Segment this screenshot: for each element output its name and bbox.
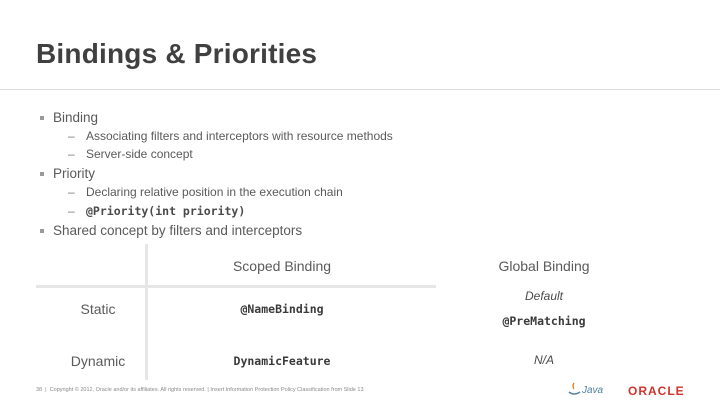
dash-marker: – [68,147,75,161]
cell-static-scoped: @NameBinding [240,302,324,316]
bullet-binding [40,110,98,125]
java-logo-icon [565,380,605,398]
bullet-marker [40,116,44,120]
sub-bullet-binding-1 [68,129,393,143]
page-number: 38 [36,387,43,393]
row-label-dynamic: Dynamic [70,353,126,369]
sub-bullet-priority-2 [68,204,245,218]
footer-text: Copyright © 2012, Oracle and/or its affiliates. All rights reserved. | Insert Information Protection Policy Classification from Slide 13 [49,387,364,393]
bullet-label: Priority [53,166,96,181]
cell-static-global-prematching: @PreMatching [502,314,586,328]
cell-dynamic-global: N/A [533,353,554,367]
row-label-static: Static [80,301,116,317]
header-scoped-binding: Scoped Binding [232,258,332,274]
sub-bullet-code: @Priority(int priority) [86,204,246,218]
cell-static-global-default: Default [524,289,564,303]
dash-marker: – [68,129,75,143]
bullet-shared [40,223,302,238]
bullet-marker [40,229,44,233]
sub-bullet-text: Server-side concept [86,147,193,161]
sub-bullet-priority-1 [68,185,343,199]
table-horizontal-divider [36,285,436,288]
sub-bullet-text: Associating filters and interceptors with resource methods [86,129,393,143]
bullet-label: Binding [53,110,99,125]
dash-marker: – [68,204,75,218]
bullet-label: Shared concept by filters and interceptors [53,223,303,238]
cell-dynamic-scoped: DynamicFeature [233,354,331,368]
title-divider [0,89,720,90]
dash-marker: – [68,185,75,199]
footer-separator: | [43,387,49,393]
sub-bullet-binding-2 [68,147,193,161]
sub-bullet-text: Declaring relative position in the execution chain [86,185,343,199]
bullet-priority [40,166,95,181]
slide-title: Bindings & Priorities [36,38,318,69]
header-global-binding: Global Binding [498,258,590,274]
java-logo-text: Java [582,385,604,396]
slide-footer [36,387,364,393]
oracle-logo: ORACLE [628,384,685,398]
bullet-marker [40,172,44,176]
